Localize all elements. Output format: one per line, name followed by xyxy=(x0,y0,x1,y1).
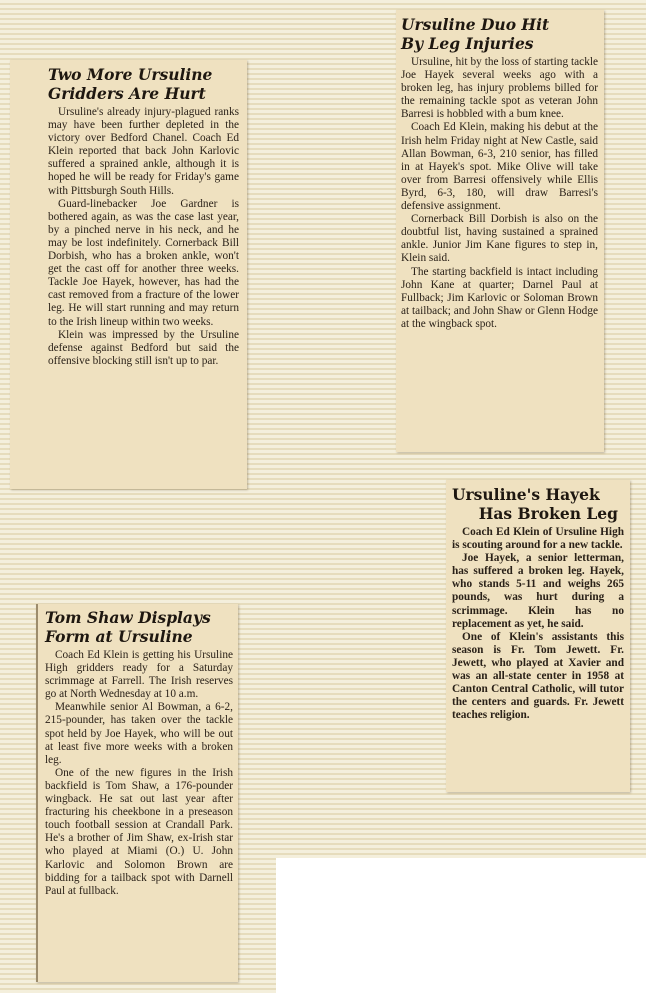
headline-line-2: Gridders Are Hurt xyxy=(48,84,206,103)
headline-line-1: Tom Shaw Displays xyxy=(45,608,211,627)
article-body xyxy=(45,649,233,898)
paragraph: Meanwhile senior Al Bowman, a 6-2, 215-pounder, has taken over the tackle spot held by Joe Hayek, who will be out at least five more weeks with a broken leg. xyxy=(45,701,233,766)
paragraph: The starting backfield is intact including John Kane at quarter; Darnel Paul at Fullback; Jim Karlovic or Soloman Brown at tailback; and John Shaw or Glenn Hodge at the wingback spot. xyxy=(401,265,598,330)
clipping-duo-hit xyxy=(396,10,604,452)
headline xyxy=(45,608,233,646)
clipping-gridders-hurt xyxy=(10,60,247,489)
paragraph: Ursuline's already injury-plagued ranks may have been further depleted in the victory over Bedford Chanel. Coach Ed Klein reported that back John Karlovic suffered a sprained ankle, although it is hoped he will be ready for Friday's game with Pittsburgh South Hills. xyxy=(48,106,239,197)
clipping-hayek-broken-leg xyxy=(446,480,630,792)
headline-line-1: Two More Ursuline xyxy=(48,65,213,84)
headline xyxy=(401,15,598,53)
paragraph: Coach Ed Klein, making his debut at the Irish helm Friday night at New Castle, said Allan Bowman, 6-3, 210 senior, has filled in at Hayek's spot. Mike Olive will take over from Barresi offensively while Ellis Byrd, 6-3, 180, will draw Barresi's defensive assignment. xyxy=(401,121,598,213)
article-body xyxy=(452,526,624,722)
headline-line-2: Form at Ursuline xyxy=(45,627,193,646)
paragraph: Klein was impressed by the Ursuline defense against Bedford but said the offensive blocking still isn't up to par. xyxy=(48,328,239,367)
headline xyxy=(452,485,624,523)
blank-background-corner xyxy=(276,858,646,993)
article-body xyxy=(401,56,598,331)
headline-line-2: Has Broken Leg xyxy=(478,504,618,523)
article-body xyxy=(48,106,239,368)
paragraph: Ursuline, hit by the loss of starting tackle Joe Hayek several weeks ago with a broken leg, has injury problems billed for the remaining tackle spot as veteran John Barresi is hobbled with a bum knee. xyxy=(401,56,598,121)
paragraph: Coach Ed Klein of Ursuline High is scouting around for a new tackle. xyxy=(452,526,624,552)
headline-line-1: Ursuline's Hayek xyxy=(452,485,600,504)
paragraph: Guard-linebacker Joe Gardner is bothered again, as was the case last year, by a pinched nerve in his neck, and he may be lost indefinitely. Cornerback Bill Dorbish, who has a broken ankle, won't get the cast off for another three weeks. Tackle Joe Hayek, however, has had the cast removed from a fracture of the lower leg. He will start running and may return to the Irish lineup within two weeks. xyxy=(48,197,239,328)
headline-line-1: Ursuline Duo Hit xyxy=(401,15,550,34)
headline xyxy=(48,65,239,103)
paragraph: One of the new figures in the Irish backfield is Tom Shaw, a 176-pounder wingback. He sat out last year after fracturing his cheekbone in a preseason touch football session at Crandall Park. He's a brother of Jim Shaw, ex-Irish star who played at Miami (O.) U. John Karlovic and Solomon Brown are bidding for a tailback spot with Darnell Paul at fullback. xyxy=(45,766,233,897)
paragraph: Coach Ed Klein is getting his Ursuline High gridders ready for a Saturday scrimmage at Farrell. The Irish reserves go at North Wednesday at 10 a.m. xyxy=(45,649,233,701)
paragraph: Joe Hayek, a senior letterman, has suffered a broken leg. Hayek, who stands 5-11 and weighs 265 pounds, was hurt during a scrimmage. Klein has no replacement as yet, he said. xyxy=(452,552,624,630)
clipping-tom-shaw xyxy=(36,604,238,982)
paragraph: One of Klein's assistants this season is Fr. Tom Jewett. Fr. Jewett, who played at Xavier and was an all-state center in 1958 at Canton Central Catholic, will tutor the centers and guards. Fr. Jewett teaches religion. xyxy=(452,630,624,722)
paragraph: Cornerback Bill Dorbish is also on the doubtful list, having sustained a sprained ankle. Junior Jim Kane figures to step in, Klein said. xyxy=(401,213,598,265)
headline-line-2: By Leg Injuries xyxy=(401,34,534,53)
